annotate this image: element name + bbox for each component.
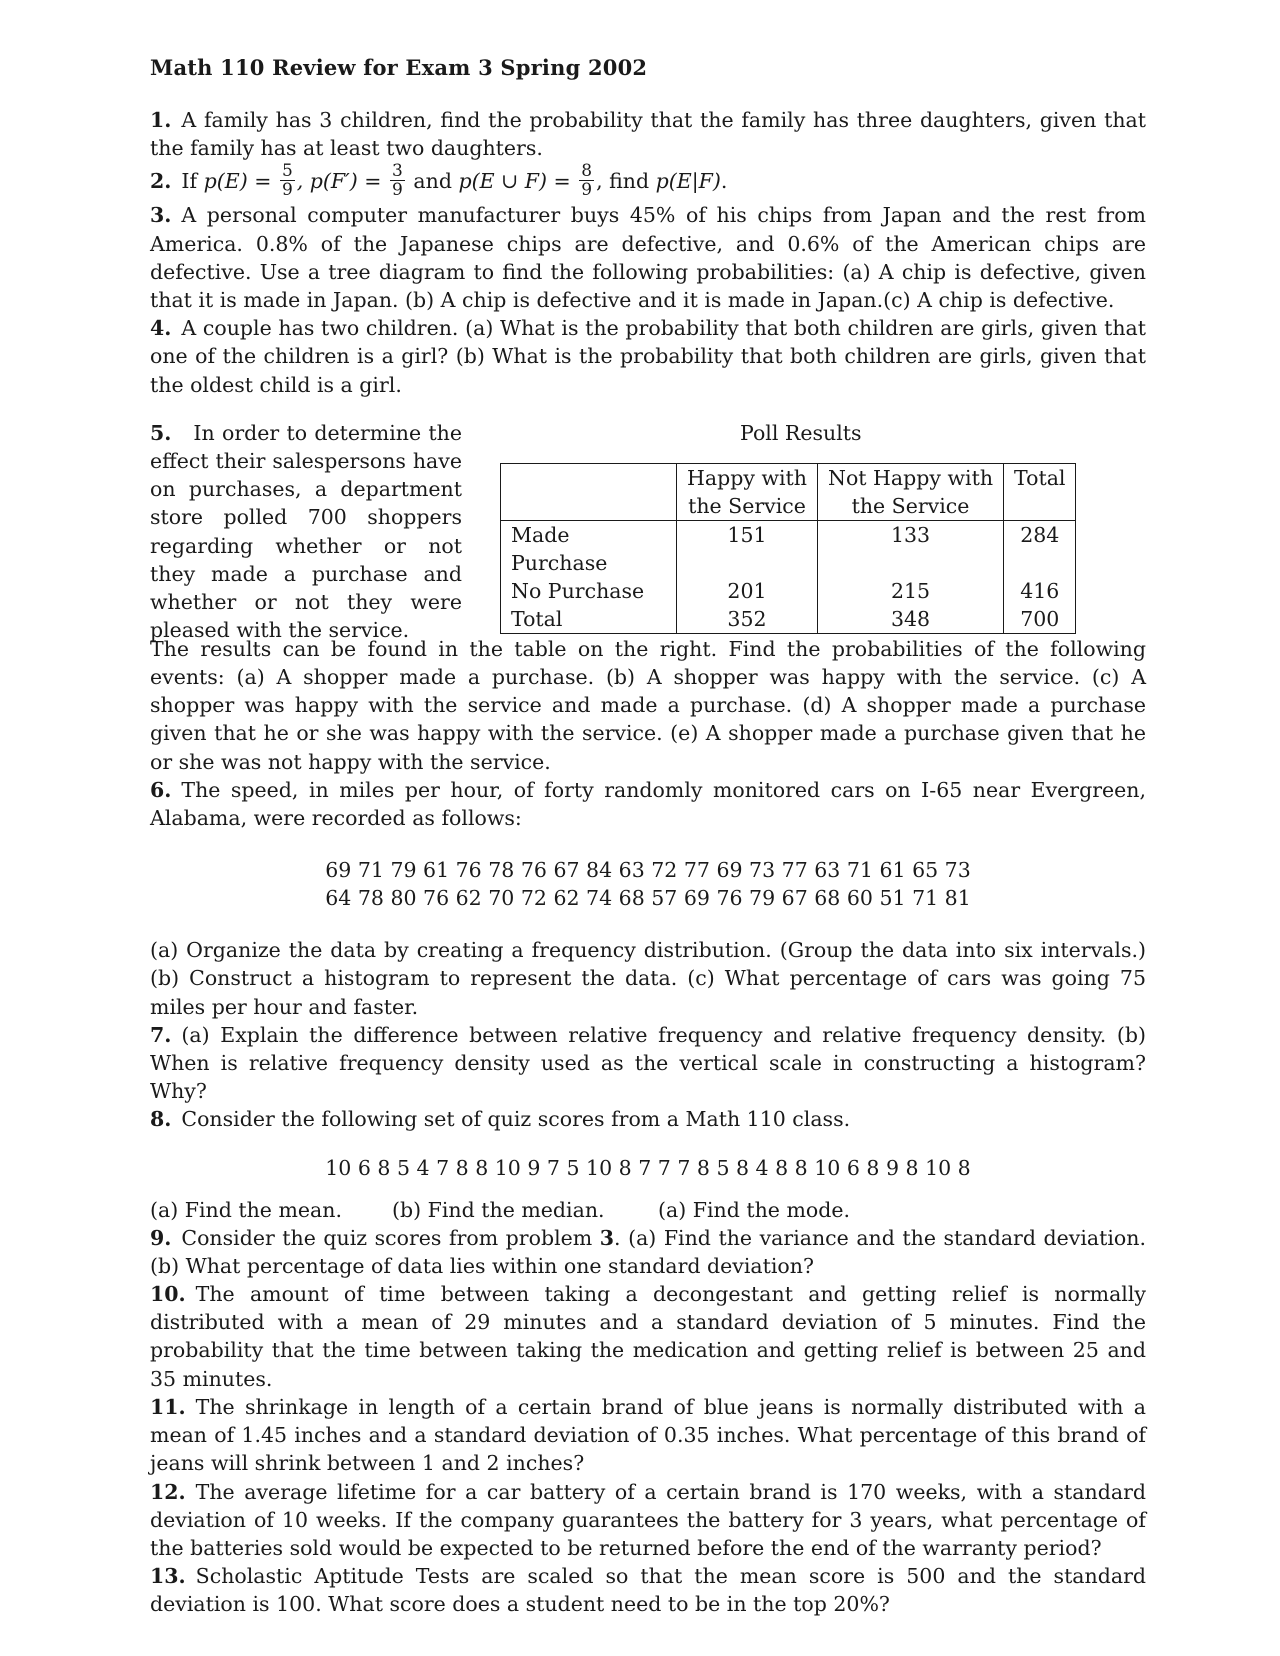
- q2-pEuF: p(E ∪ F) =: [458, 169, 571, 194]
- q2-pEF: p(E|F): [655, 169, 721, 194]
- table-row: [501, 605, 1076, 634]
- question-text: The average lifetime for a car battery of a certain brand is 170 weeks, with a standard deviation of 10 weeks. If the company guarantees the battery for 3 years, what percentage of the batteries sold would be expected to be returned before the end of the warranty period?: [150, 1479, 1146, 1560]
- question-number: 3.: [150, 203, 172, 228]
- fraction-8-9: [579, 162, 594, 199]
- question-6: [150, 776, 1146, 832]
- question-text: Consider the following set of quiz scores from a Math 110 class.: [181, 1107, 851, 1132]
- question-1: [150, 106, 1146, 162]
- speed-data-line-2: 64 78 80 76 62 70 72 62 74 68 57 69 76 79 67 68 60 51 71 81: [325, 886, 971, 911]
- question-text: The amount of time between taking a decongestant and getting relief is normally distributed with a mean of 29 minutes and a standard deviation of 5 minutes. Find the probability that the time between taking the medication and getting relief is between 25 and 35 minutes.: [150, 1282, 1146, 1391]
- cell-happy: 151: [677, 520, 818, 577]
- question-text-cont: . (a) Find the variance and the standard deviation. (b) What percentage of data lies within one standard deviation?: [150, 1225, 1146, 1278]
- question-11: [150, 1393, 1146, 1478]
- question-number: 5.: [150, 420, 172, 445]
- cell-not-happy: 215: [818, 577, 1004, 605]
- row-label: Made Purchase: [501, 520, 677, 577]
- frac-numerator: 5: [281, 161, 293, 182]
- part-mode: (a) Find the mode.: [658, 1197, 850, 1222]
- fraction-5-9: [280, 162, 295, 199]
- header-not-happy: [818, 463, 1004, 520]
- header-line: the Service: [688, 493, 806, 518]
- q2-pE: p(E) =: [203, 169, 272, 194]
- frac-numerator: 8: [581, 161, 593, 182]
- speed-data-line-1: 69 71 79 61 76 78 76 67 84 63 72 77 69 73 77 63 71 61 65 73: [325, 858, 971, 883]
- question-number: 6.: [150, 777, 172, 802]
- speed-data: [150, 856, 1146, 912]
- question-number: 7.: [150, 1022, 172, 1047]
- question-9: [150, 1224, 1146, 1280]
- cell-not-happy: 348: [818, 605, 1004, 634]
- question-text: Consider the quiz scores from problem: [181, 1225, 593, 1250]
- question-text: A personal computer manufacturer buys 45% of his chips from Japan and the rest from America. 0.8% of the Japanese chips are defective, and 0.6% of the American chips are defective. Use a tree diagram to find the following probabilities: (a) A chip is defective, given that it is made in Japan. (b) A chip is defective and it is made in Japan.(c) A chip is defective.: [150, 203, 1146, 313]
- cell-total: 700: [1004, 605, 1076, 634]
- table-header-row: [501, 463, 1076, 520]
- header-line: Not Happy with: [828, 465, 994, 490]
- question-number: 10.: [150, 1282, 186, 1307]
- part-mean: (a) Find the mean.: [150, 1197, 342, 1222]
- header-line: Happy with: [687, 465, 807, 490]
- quiz-scores: 10 6 8 5 4 7 8 8 10 9 7 5 10 8 7 7 7 8 5 8 4 8 8 10 6 8 9 8 10 8: [325, 1155, 971, 1180]
- question-number: 13.: [150, 1564, 186, 1589]
- question-number: 1.: [150, 108, 172, 132]
- exam-review-document: [150, 55, 1146, 1619]
- question-8: [150, 1105, 1146, 1133]
- header-total: Total: [1004, 463, 1076, 520]
- question-text: (a) Explain the difference between relative frequency and relative frequency density. (b) When is relative frequency density used as the vertical scale in constructing a histogram? Why?: [150, 1022, 1146, 1104]
- question-7: [150, 1021, 1146, 1106]
- frac-denominator: 9: [581, 180, 593, 201]
- row-label: No Purchase: [501, 577, 677, 605]
- cell-total: 416: [1004, 577, 1076, 605]
- question-8-parts: [150, 1196, 1146, 1224]
- question-text: In order to determine the effect their salespersons have on purchases, a department store polled 700 shoppers regarding whether or not they made a purchase and whether or not they were pleased with the service.: [150, 420, 462, 643]
- poll-results-table: [500, 463, 1076, 634]
- question-number: 4.: [150, 316, 172, 341]
- problem-reference: 3: [599, 1225, 615, 1250]
- table-corner-cell: [501, 463, 677, 520]
- question-text: A couple has two children. (a) What is the probability that both children are girls, given that one of the children is a girl? (b) What is the probability that both children are girls, given that the oldest child is a girl.: [150, 316, 1146, 397]
- table-row: [501, 577, 1076, 605]
- row-label: Total: [501, 605, 677, 634]
- question-text: The shrinkage in length of a certain brand of blue jeans is normally distributed with a mean of 1.45 inches and a standard deviation of 0.35 inches. What percentage of this brand of jeans will shrink between 1 and 2 inches?: [150, 1394, 1146, 1476]
- part-median: (b) Find the median.: [392, 1197, 605, 1222]
- table-caption: Poll Results: [740, 420, 862, 445]
- question-4: [150, 314, 1146, 399]
- fraction-3-9: [390, 162, 405, 199]
- page-title: Math 110 Review for Exam 3 Spring 2002: [150, 55, 648, 80]
- question-number: 9.: [150, 1225, 172, 1250]
- table-row: [501, 520, 1076, 577]
- question-3: [150, 201, 1146, 314]
- frac-denominator: 9: [392, 180, 403, 201]
- question-text: The speed, in miles per hour, of forty randomly monitored cars on I-65 near Evergreen, Alabama, were recorded as follows:: [150, 777, 1146, 831]
- question-13: [150, 1562, 1146, 1618]
- header-line: the Service: [851, 493, 970, 518]
- question-5-parts: The results can be found in the table on the right. Find the probabilities of the following events: (a) A shopper made a purchase. (b) A shopper was happy with the service. (c) A shopper was happy with the service and made a purchase. (d) A shopper made a purchase given that he or she was happy with the service. (e) A shopper made a purchase given that he or she was not happy with the service.: [150, 636, 1146, 774]
- frac-numerator: 3: [392, 161, 403, 182]
- question-text: A family has 3 children, find the probability that the family has three daughters, given that the family has at least two daughters.: [150, 108, 1146, 161]
- question-5-block: [150, 419, 1146, 643]
- cell-not-happy: 133: [818, 520, 1004, 577]
- cell-total: 284: [1004, 520, 1076, 577]
- q2-pF: , p(F′) =: [296, 169, 382, 194]
- q2-find: , find: [596, 169, 650, 194]
- cell-happy: 201: [677, 577, 818, 605]
- q2-and: and: [413, 169, 452, 194]
- question-10: [150, 1280, 1146, 1393]
- question-12: [150, 1478, 1146, 1563]
- cell-happy: 352: [677, 605, 818, 634]
- q2-if: If: [181, 169, 198, 194]
- frac-denominator: 9: [281, 180, 293, 201]
- q2-end: .: [720, 169, 728, 194]
- question-number: 11.: [150, 1394, 186, 1419]
- question-5-intro: [150, 419, 462, 645]
- question-number: 2.: [150, 169, 172, 194]
- question-number: 12.: [150, 1479, 186, 1504]
- question-number: 8.: [150, 1107, 172, 1132]
- header-happy: [677, 463, 818, 520]
- question-text: Scholastic Aptitude Tests are scaled so that the mean score is 500 and the standard deviation is 100. What score does a student need to be in the top 20%?: [150, 1564, 1146, 1617]
- question-2: [150, 161, 1146, 201]
- question-6-parts: (a) Organize the data by creating a frequency distribution. (Group the data into six intervals.) (b) Construct a histogram to represent the data. (c) What percentage of cars was going 75 miles per hour and faster.: [150, 938, 1146, 1019]
